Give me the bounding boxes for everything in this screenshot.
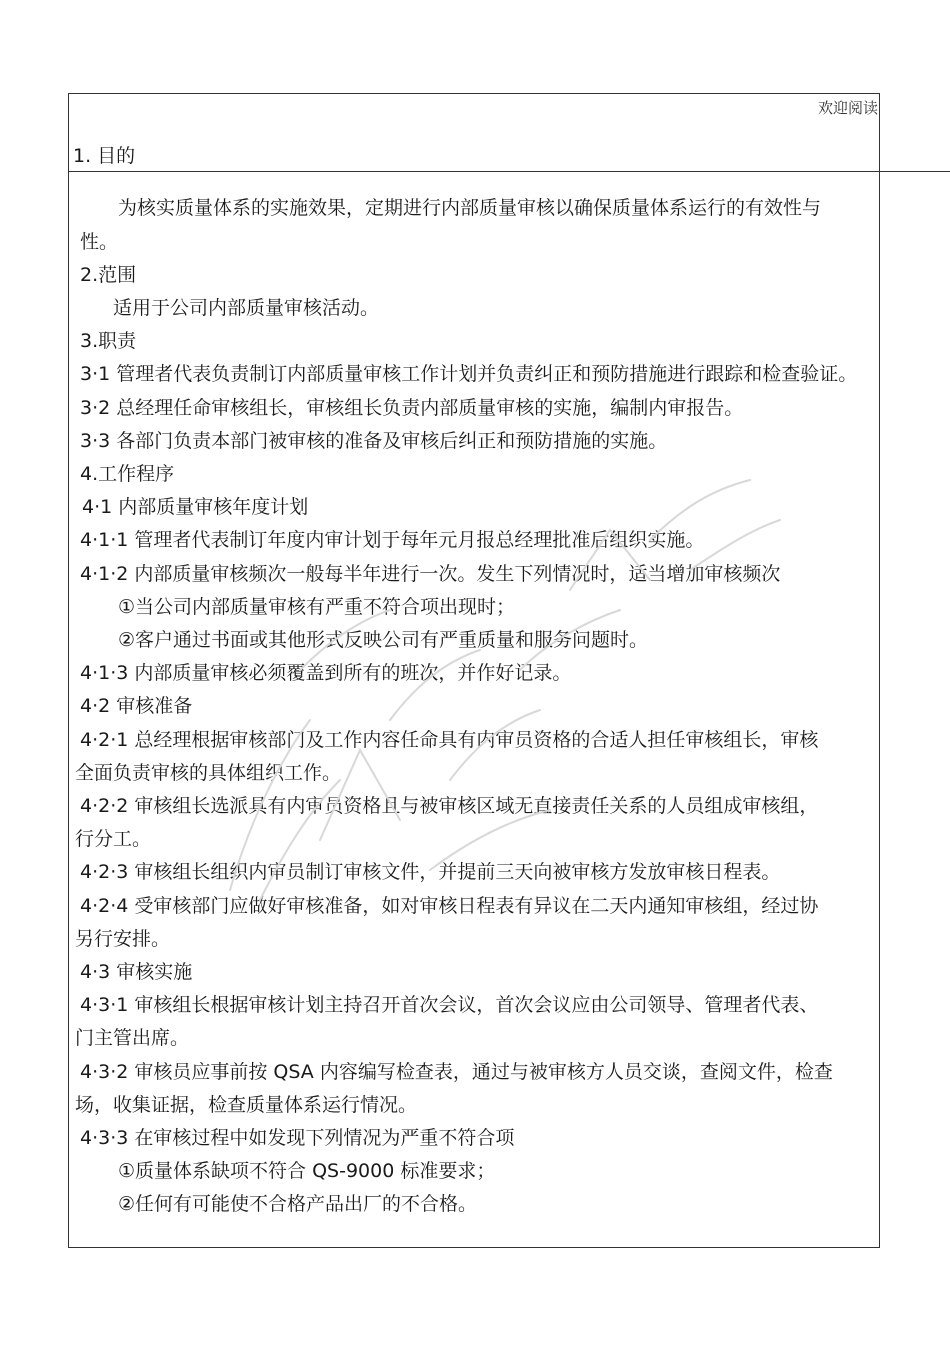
body-line: 性。 xyxy=(80,231,119,253)
subsection-heading: 4·3 审核实施 xyxy=(80,961,193,983)
body-line: 适用于公司内部质量审核活动。 xyxy=(113,297,380,319)
body-line: 4·2·4 受审核部门应做好审核准备，如对审核日程表有异议在二天内通知审核组，经过协 xyxy=(80,895,819,917)
body-line: 4·3·1 审核组长根据审核计划主持召开首次会议，首次会议应由公司领导、管理者代表、 xyxy=(80,994,819,1016)
body-line: 全面负责审核的具体组织工作。 xyxy=(75,762,342,784)
body-line: 3·3 各部门负责本部门被审核的准备及审核后纠正和预防措施的实施。 xyxy=(80,430,668,452)
body-line: 4·2·1 总经理根据审核部门及工作内容任命具有内审员资格的合适人担任审核组长，审核 xyxy=(80,729,819,751)
section-title: 1. 目的 xyxy=(73,145,136,167)
list-item: ①质量体系缺项不符合 QS-9000 标准要求； xyxy=(118,1160,496,1182)
body-line: 另行安排。 xyxy=(75,928,171,950)
list-item: ①当公司内部质量审核有严重不符合项出现时； xyxy=(118,596,516,618)
body-line: 4·1·3 内部质量审核必须覆盖到所有的班次，并作好记录。 xyxy=(80,662,572,684)
list-item: ②客户通过书面或其他形式反映公司有严重质量和服务问题时。 xyxy=(118,629,649,651)
section-heading: 4.工作程序 xyxy=(80,463,175,485)
welcome-label: 欢迎阅读 xyxy=(817,99,878,117)
subsection-heading: 4·1 内部质量审核年度计划 xyxy=(82,496,309,518)
body-line: 场，收集证据，检查质量体系运行情况。 xyxy=(75,1094,418,1116)
subsection-heading: 4·2 审核准备 xyxy=(80,695,193,717)
body-line: 为核实质量体系的实施效果，定期进行内部质量审核以确保质量体系运行的有效性与 xyxy=(118,197,822,219)
body-line: 3·2 总经理任命审核组长，审核组长负责内部质量审核的实施，编制内审报告。 xyxy=(80,397,744,419)
header-divider xyxy=(68,171,950,172)
body-line: 4·3·3 在审核过程中如发现下列情况为严重不符合项 xyxy=(80,1127,515,1149)
body-line: 4·2·3 审核组长组织内审员制订审核文件，并提前三天向被审核方发放审核日程表。 xyxy=(80,861,781,883)
body-line: 4·1·1 管理者代表制订年度内审计划于每年元月报总经理批准后组织实施。 xyxy=(80,529,705,551)
section-heading: 2.范围 xyxy=(80,264,137,286)
body-line: 3·1 管理者代表负责制订内部质量审核工作计划并负责纠正和预防措施进行跟踪和检查验证。 xyxy=(80,363,858,385)
list-item: ②任何有可能使不合格产品出厂的不合格。 xyxy=(118,1193,478,1215)
body-line: 门主管出席。 xyxy=(75,1027,190,1049)
section-heading: 3.职责 xyxy=(80,330,137,352)
body-line: 4·2·2 审核组长选派具有内审员资格且与被审核区域无直接责任关系的人员组成审核组， xyxy=(80,795,819,817)
body-line: 4·3·2 审核员应事前按 QSA 内容编写检查表，通过与被审核方人员交谈，查阅文件，检查 xyxy=(80,1061,833,1083)
body-line: 行分工。 xyxy=(75,828,152,850)
body-line: 4·1·2 内部质量审核频次一般每半年进行一次。发生下列情况时，适当增加审核频次 xyxy=(80,563,781,585)
